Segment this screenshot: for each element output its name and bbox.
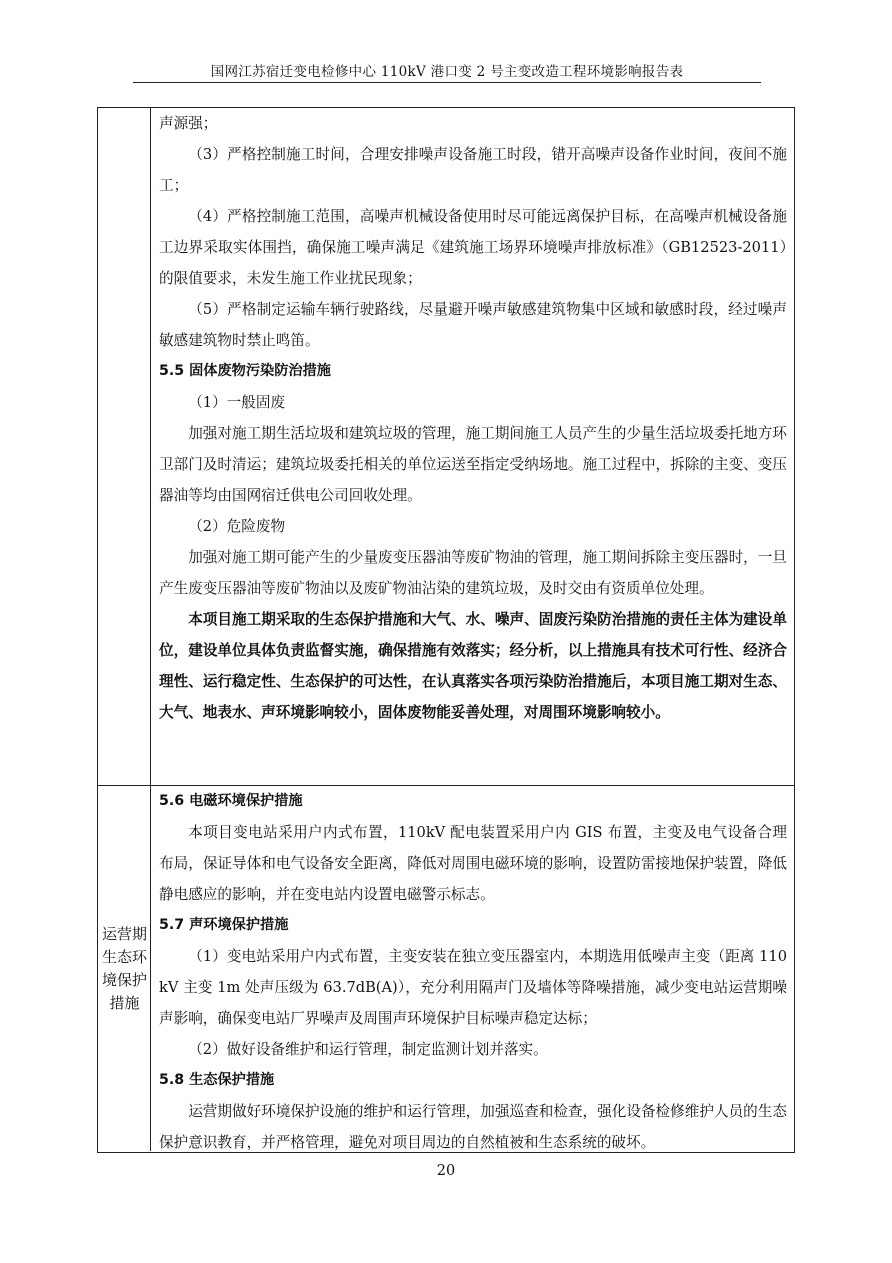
paragraph-noise-source: 声源强； bbox=[159, 115, 218, 132]
paragraph-noise-route: （5）严格制定运输车辆行驶路线，尽量避开噪声敏感建筑物集中区域和敏感时段，经过噪声敏感建筑物时禁止鸣笛。 bbox=[159, 301, 787, 349]
subheading-general-waste: （1）一般固废 bbox=[188, 394, 286, 411]
paragraph-acoustic-1: （1）变电站采用户内式布置，主变安装在独立变压器室内，本期选用低噪声主变（距离 110kV 主变 1m 处声压级为 63.7dB(A)），充分利用隔声门及墙体等降噪措施，减少变电站运营期噪声影响，确保变电站厂界噪声及周围声环境保护目标噪声稳定达标； bbox=[159, 948, 787, 1027]
paragraph-noise-range: （4）严格控制施工范围，高噪声机械设备使用时尽可能远离保护目标，在高噪声机械设备施工边界采取实体围挡，确保施工噪声满足《建筑施工场界环境噪声排放标准》（GB12523-2011）的限值要求，未发生施工作业扰民现象； bbox=[159, 208, 787, 287]
paragraph-acoustic-2: （2）做好设备维护和运行管理，制定监测计划并落实。 bbox=[188, 1041, 548, 1058]
operation-period-content bbox=[151, 786, 794, 1151]
construction-period-content bbox=[151, 108, 794, 785]
paragraph-construction-summary: 本项目施工期采取的生态保护措施和大气、水、噪声、固废污染防治措施的责任主体为建设单位，建设单位具体负责监督实施，确保措施有效落实；经分析，以上措施具有技术可行性、经济合理性、运行稳定性、生态保护的可达性，在认真落实各项污染防治措施后，本项目施工期对生态、大气、地表水、声环境影响较小，固体废物能妥善处理，对周围环境影响较小。 bbox=[159, 611, 787, 721]
paragraph-noise-time: （3）严格控制施工时间，合理安排噪声设备施工时段，错开高噪声设备作业时间，夜间不施工； bbox=[159, 146, 787, 194]
header-rule bbox=[133, 82, 761, 83]
section-heading-acoustic: 5.7 声环境保护措施 bbox=[159, 917, 289, 933]
paragraph-hazardous-waste: 加强对施工期可能产生的少量废变压器油等废矿物油的管理，施工期间拆除主变压器时，一旦产生废变压器油等废矿物油以及废矿物油沾染的建筑垃圾，及时交由有资质单位处理。 bbox=[159, 549, 787, 597]
page-header-title: 国网江苏宿迁变电检修中心 110kV 港口变 2 号主变改造工程环境影响报告表 bbox=[210, 64, 684, 80]
operation-period-label: 运营期生态环境保护措施 bbox=[102, 924, 148, 1012]
subheading-hazardous-waste: （2）危险废物 bbox=[188, 518, 286, 535]
page-number: 20 bbox=[436, 1163, 456, 1179]
section-heading-ecology: 5.8 生态保护措施 bbox=[159, 1072, 275, 1088]
section-heading-solid-waste: 5.5 固体废物污染防治措施 bbox=[159, 363, 331, 379]
operation-period-label-cell bbox=[98, 786, 151, 1151]
paragraph-ecology: 运营期做好环境保护设施的维护和运行管理，加强巡查和检查，强化设备检修维护人员的生态保护意识教育，并严格管理，避免对项目周边的自然植被和生态系统的破坏。 bbox=[159, 1103, 787, 1151]
measures-table bbox=[97, 107, 795, 1153]
paragraph-em-environment: 本项目变电站采用户内式布置，110kV 配电装置采用户内 GIS 布置，主变及电气设备合理布局，保证导体和电气设备安全距离，降低对周围电磁环境的影响，设置防雷接地保护装置，降低静电感应的影响，并在变电站内设置电磁警示标志。 bbox=[159, 824, 787, 903]
construction-period-row bbox=[98, 108, 794, 786]
paragraph-general-waste: 加强对施工期生活垃圾和建筑垃圾的管理，施工期间施工人员产生的少量生活垃圾委托地方环卫部门及时清运；建筑垃圾委托相关的单位运送至指定受纳场地。施工过程中，拆除的主变、变压器油等均由国网宿迁供电公司回收处理。 bbox=[159, 425, 787, 504]
section-heading-em-environment: 5.6 电磁环境保护措施 bbox=[159, 793, 303, 809]
construction-period-label-cell bbox=[98, 108, 151, 785]
operation-period-row bbox=[98, 786, 794, 1151]
